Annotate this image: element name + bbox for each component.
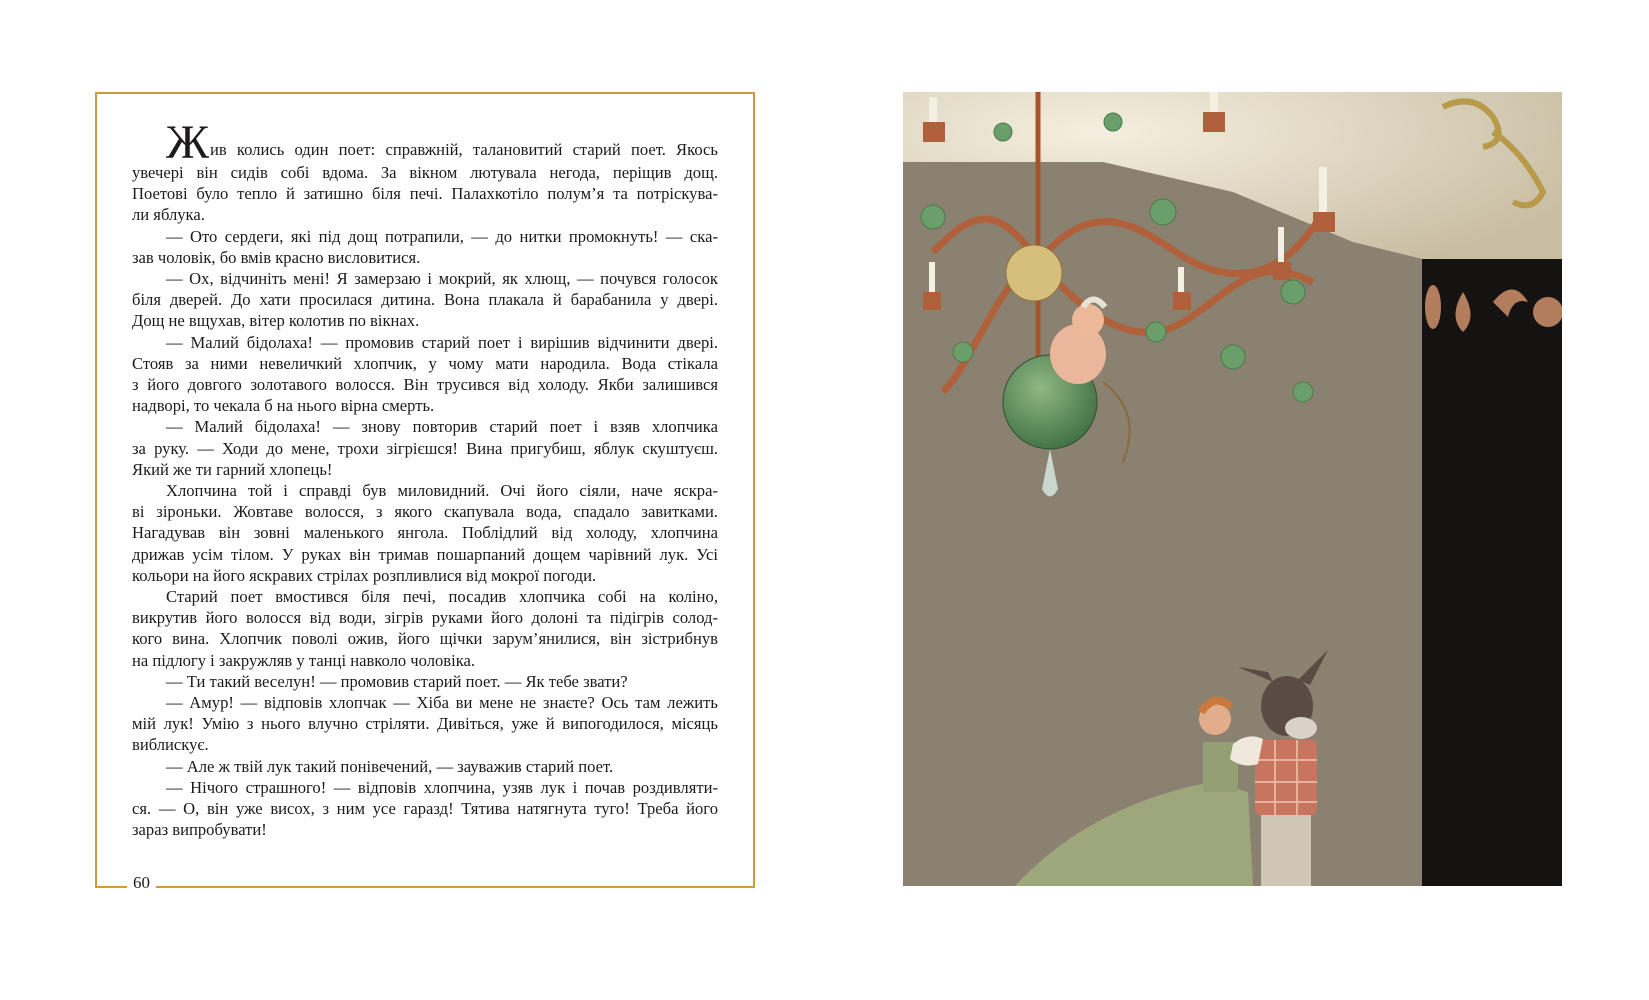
line-text: — Ох, відчиніть мені! Я замерзаю і мокрий, як хлющ, — почувся голосок [166,269,718,289]
text-line [132,522,718,543]
line-text: мій лук! Умію з нього влучно стріляти. Дивіться, уже й випогодилося, місяць [132,714,718,734]
text-line [132,692,718,713]
paragraph [132,756,718,777]
paragraph [132,332,718,417]
line-text: Старий поет вмостився біля печі, посадив хлопчика собі на коліно, [166,587,718,607]
text-line [132,162,718,183]
line-text: — Амур! — відповів хлопчак — Хіба ви мене не знаєте? Ось там лежить [166,693,718,713]
line-text: Нагадував він зовні маленького янгола. Поблідлий від холоду, хлопчина [132,523,718,543]
paragraph [132,692,718,756]
line-text: Поетові було тепло й затишно біля печі. Палахкотіло полум’я та потріскува- [132,184,718,204]
text-line [132,183,718,204]
text-line [132,416,718,437]
line-text: надворі, то чекала б на нього вірна смерть. [132,396,435,416]
line-text: — Малий бідолаха! — знову повторив старий поет і взяв хлопчика [166,417,718,437]
line-text: кого вина. Хлопчик поволі ожив, його щічки зарум’янилися, він зістрибнув [132,629,718,649]
line-text: викрутив його волосся від води, зігрів руками його долоні та підігрів солод- [132,608,718,628]
plaid-vest [1255,740,1317,815]
text-line [132,332,718,353]
line-text: Хлопчина той і справді був миловидний. Очі його сіяли, наче яскра- [166,481,718,501]
story-text [132,116,718,841]
text-line [132,671,718,692]
text-line [132,544,718,565]
line-text: Який же ти гарний хлопець! [132,459,333,479]
paragraph [132,226,718,268]
paragraph [132,777,718,841]
text-line [132,204,718,225]
text-line [132,310,718,331]
line-text: — Нічого страшного! — відповів хлопчина, узяв лук і почав роздивляти- [166,777,718,797]
text-line [132,374,718,395]
text-line [132,268,718,289]
text-line [132,713,718,734]
text-line [132,565,718,586]
paragraph [132,416,718,480]
line-text: на підлогу і закружляв у танці навколо чоловіка. [132,650,476,670]
line-text: зав чоловік, бо вмів красно висловитися. [132,247,421,267]
drop-cap: Ж [166,116,210,169]
line-text: увечері він сидів собі вдома. За вікном лютувала негода, періщив дощ. [132,163,718,182]
text-line [132,607,718,628]
gold-ball [1006,245,1062,301]
text-line [132,756,718,777]
line-text: кольори на його яскравих стрілах розпливлися від мокрої погоди. [132,565,597,585]
text-line [132,734,718,755]
text-line [132,226,718,247]
paragraph [132,268,718,332]
text-line [132,289,718,310]
text-line [132,353,718,374]
line-text: виблискує. [132,735,209,755]
text-line [132,501,718,522]
paragraph [132,671,718,692]
line-text: біля дверей. До хати просилася дитина. Вона плакала й барабанила у двері. [132,290,718,310]
text-line [132,650,718,671]
text-line [132,480,718,501]
text-line [132,586,718,607]
text-line [132,798,718,819]
line-text: Дощ не вщухав, вітер колотив по вікнах. [132,311,420,331]
line-text: — Але ж твій лук такий понівечений, — зауважив старий поет. [166,756,614,776]
line-text: ли яблука. [132,205,205,225]
line-text: з його довгого золотавого волосся. Він трусився від холоду. Якби залишився [132,375,718,395]
text-line [132,459,718,480]
line-text: Стояв за ними невеличкий хлопчик, у чому мати народила. Вода стікала [132,353,718,373]
line-text: ся. — О, він уже висох, з ним усе гаразд! Тятива натягнута туго! Треба його [132,799,718,819]
illustration-chandelier-cupid-dancers [903,92,1562,886]
curtain [1422,259,1562,886]
text-line [132,628,718,649]
page-number: 60 [127,872,156,894]
line-text: ві зіроньки. Жовтаве волосся, з якого скапувала вода, спадало завитками. [132,502,718,522]
line-text: ив колись один поет: справжній, талановитий старий поет. Якось [210,140,718,159]
text-line [132,777,718,798]
paragraph [132,586,718,671]
text-line [132,116,718,169]
line-text: зараз випробувати! [132,820,267,840]
text-line [132,395,718,416]
line-text: — Ото сердеги, які під дощ потрапили, — до нитки промокнуть! — ска- [166,226,718,246]
text-line [132,438,718,459]
text-line [132,819,718,840]
line-text: дрижав усім тілом. У руках він тримав пошарпаний дощем чарівний лук. Усі [132,544,718,564]
line-text: — Малий бідолаха! — промовив старий поет і вирішив відчинити двері. [166,332,718,352]
text-line [132,247,718,268]
paragraph [132,480,718,586]
paragraph [132,116,718,226]
line-text: — Ти такий веселун! — промовив старий поет. — Як тебе звати? [166,671,628,691]
line-text: за руку. — Ходи до мене, трохи зігрієшся! Вина пригубиш, яблук скуштуєш. [132,438,718,458]
